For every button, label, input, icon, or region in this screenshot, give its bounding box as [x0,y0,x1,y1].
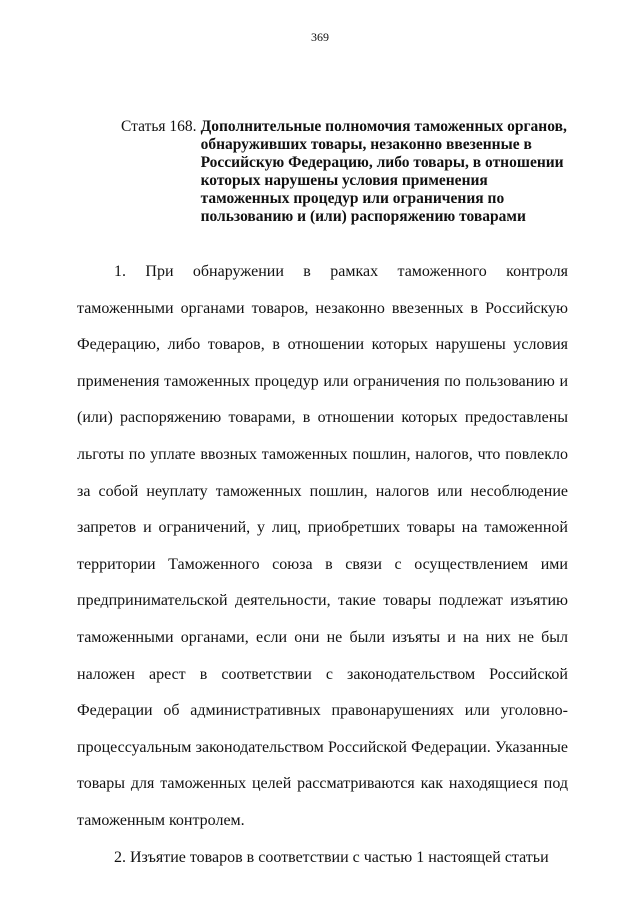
paragraph-1: 1. При обнаружении в рамках таможенного контроля таможенными органами товаров, незаконно ввезенных в Российскую Федерацию, либо товаров, в отношении которых нарушены условия применения таможенных процедур или ограничения по пользованию и (или) распоряжению товарами, в отношении которых предоставлены льготы по уплате ввозных таможенных пошлин, налогов, что повлекло за собой неуплату таможенных пошлин, налогов или несоблюдение запретов и ограничений, у лиц, приобретших товары на таможенной территории Таможенного союза в связи с осуществлением ими предпринимательской деятельности, такие товары подлежат изъятию таможенными органами, если они не были изъяты и на них не был наложен арест в соответствии с законодательством Российской Федерации об административных правонарушениях или уголовно-процессуальным законодательством Российской Федерации. Указанные товары для таможенных целей рассматриваются как находящиеся под таможенным контролем. [77,263,568,829]
article-title: Дополнительные полномочия таможенных органов, обнаруживших товары, незаконно ввезенные в Российскую Федерацию, либо товары, в отношении которых нарушены условия применения таможенных процедур или ограничения по пользованию и (или) распоряжению товарами [200,118,567,225]
paragraph-2: 2. Изъятие товаров в соответствии с частью 1 настоящей статьи [114,848,549,866]
article-body [77,254,568,876]
article-label: Статья 168. [121,118,197,135]
page-number: 369 [311,30,329,44]
article-heading [121,118,571,226]
